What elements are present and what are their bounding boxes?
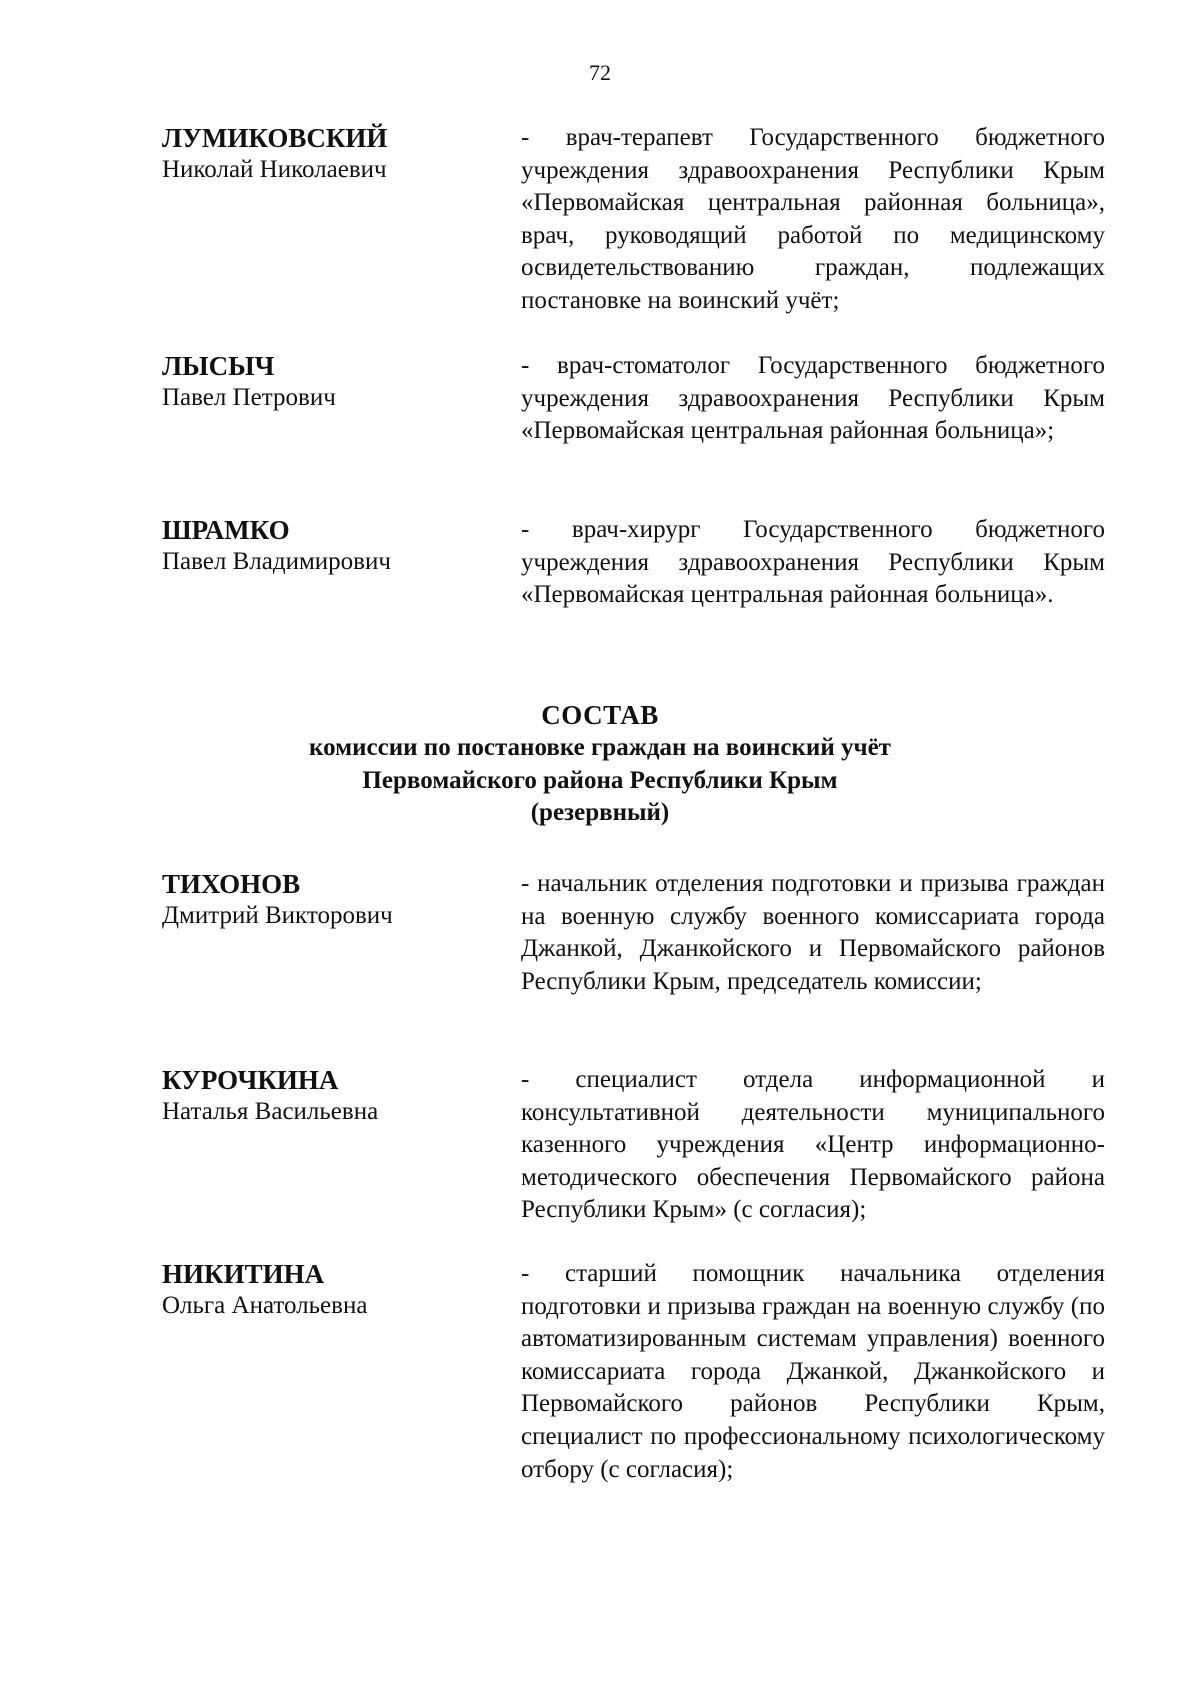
member-description: - старший помощник начальника отделения подготовки и призыва граждан на военную службу (по автоматизированным системам управления) военного комиссариата города Джанкой, Джанкойского и Первомайского районов Республики Крым, специалист по профессиональному психологическому отбору (с согласия); xyxy=(521,1260,1105,1483)
member-given-names: Павел Владимирович xyxy=(162,548,391,575)
member-surname: ТИХОНОВ xyxy=(162,869,301,899)
member-surname: НИКИТИНА xyxy=(162,1259,325,1289)
section-subtitle-line: комиссии по постановке граждан на воинский учёт xyxy=(309,734,891,761)
member-given-names: Дмитрий Викторович xyxy=(162,902,393,929)
member-description: - специалист отдела информационной и консультативной деятельности муниципального казенного учреждения «Центр информационно-методического обеспечения Первомайского района Республики Крым» (с согласия); xyxy=(521,1066,1105,1224)
page-number: 72 xyxy=(589,60,611,85)
member-description: - начальник отделения подготовки и призыва граждан на военную службу военного комиссариата города Джанкой, Джанкойского и Первомайского районов Республики Крым, председатель комиссии; xyxy=(521,870,1105,995)
member-given-names: Павел Петрович xyxy=(162,384,336,411)
section-subtitle-line: (резервный) xyxy=(530,799,670,826)
member-surname: ЛУМИКОВСКИЙ xyxy=(162,123,388,153)
member-surname: КУРОЧКИНА xyxy=(162,1065,339,1095)
member-description: - врач-стоматолог Государственного бюджетного учреждения здравоохранения Республики Крым «Первомайская центральная районная больница»; xyxy=(521,352,1105,445)
section-title: СОСТАВ xyxy=(541,700,659,730)
member-surname: ЛЫСЫЧ xyxy=(162,351,275,381)
member-surname: ШРАМКО xyxy=(162,515,290,545)
section-heading xyxy=(0,698,1200,830)
member-description: - врач-терапевт Государственного бюджетного учреждения здравоохранения Республики Крым «Первомайская центральная районная больница», врач, руководящий работой по медицинскому освидетельствованию граждан, подлежащих постановке на воинский учёт; xyxy=(521,124,1105,314)
member-given-names: Николай Николаевич xyxy=(162,156,387,183)
member-description: - врач-хирург Государственного бюджетного учреждения здравоохранения Республики Крым «Первомайская центральная районная больница». xyxy=(521,516,1105,609)
member-given-names: Ольга Анатольевна xyxy=(162,1292,368,1319)
section-subtitle-line: Первомайского района Республики Крым xyxy=(362,766,838,794)
member-given-names: Наталья Васильевна xyxy=(162,1098,379,1125)
